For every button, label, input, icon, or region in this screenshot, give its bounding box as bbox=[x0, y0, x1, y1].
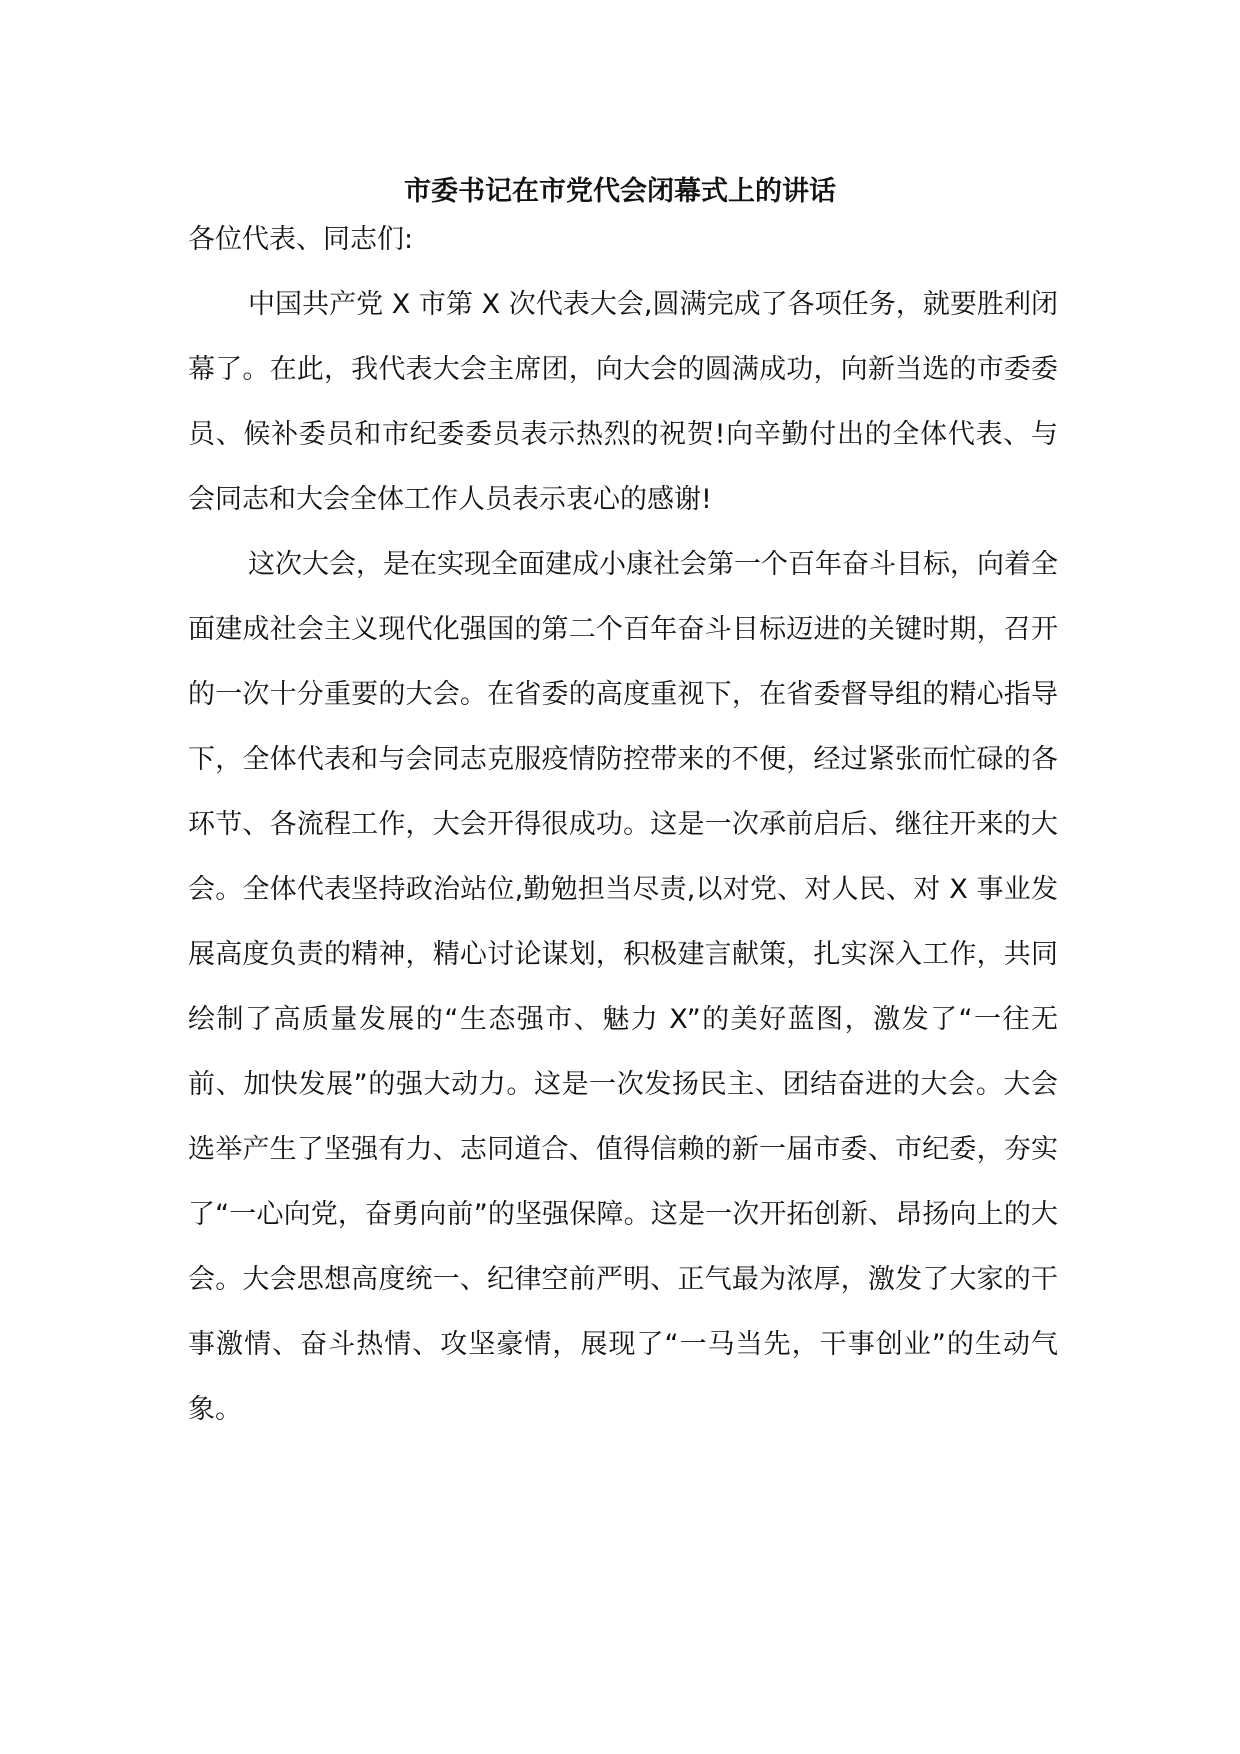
document-title: 市委书记在市党代会闭幕式上的讲话 bbox=[404, 176, 836, 207]
paragraph-opening: 中国共产党 X 市第 X 次代表大会,圆满完成了各项任务，就要胜利闭幕了。在此，我代表大会主席团，向大会的圆满成功，向新当选的市委委员、候补委员和市纪委委员表示热烈的祝贺!向辛勤付出的全体代表、与会同志和大会全体工作人员表示衷心的感谢! bbox=[188, 289, 1058, 515]
document-body bbox=[188, 208, 1058, 1442]
paragraph-review: 这次大会，是在实现全面建成小康社会第一个百年奋斗目标，向着全面建成社会主义现代化强国的第二个百年奋斗目标迈进的关键时期，召开的一次十分重要的大会。在省委的高度重视下，在省委督导组的精心指导下，全体代表和与会同志克服疫情防控带来的不便，经过紧张而忙碌的各环节、各流程工作，大会开得很成功。这是一次承前启后、继往开来的大会。全体代表坚持政治站位,勤勉担当尽责,以对党、对人民、对 X 事业发展高度负责的精神，精心讨论谋划，积极建言献策，扎实深入工作，共同绘制了高质量发展的“生态强市、魅力 X”的美好蓝图，激发了“一往无前、加快发展”的强大动力。这是一次发扬民主、团结奋进的大会。大会选举产生了坚强有力、志同道合、值得信赖的新一届市委、市纪委，夯实了“一心向党，奋勇向前”的坚强保障。这是一次开拓创新、昂扬向上的大会。大会思想高度统一、纪律空前严明、正气最为浓厚，激发了大家的干事激情、奋斗热情、攻坚豪情，展现了“一马当先，干事创业”的生动气象。 bbox=[188, 549, 1058, 1425]
salutation: 各位代表、同志们: bbox=[188, 224, 414, 255]
